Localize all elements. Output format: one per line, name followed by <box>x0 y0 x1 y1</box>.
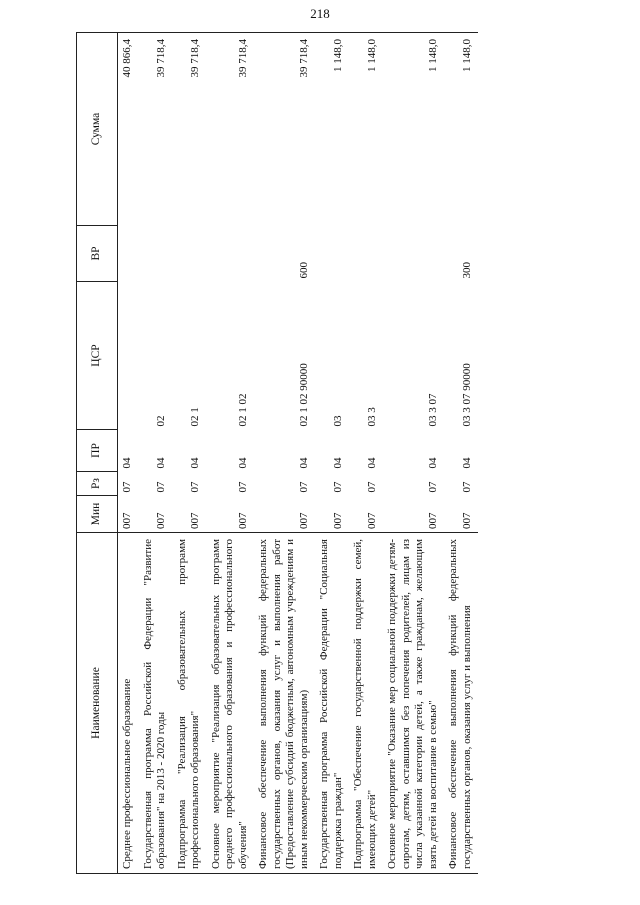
page-number: 218 <box>310 6 330 21</box>
row-rz: 07 <box>121 481 133 493</box>
row-min: 007 <box>331 512 344 529</box>
row-pr: 04 <box>121 457 133 469</box>
table-header-row <box>77 33 118 874</box>
header-min: Мин <box>77 496 118 533</box>
row-csr: 03 3 <box>365 407 378 427</box>
row-sum: 1 148,0 <box>315 33 349 226</box>
row-csr: 02 1 02 <box>236 393 249 427</box>
row-csr <box>118 282 139 430</box>
row-vr <box>173 226 207 282</box>
table-row <box>444 33 478 874</box>
row-rz: 07 <box>189 481 201 493</box>
row-rz: 07 <box>426 481 439 493</box>
table-row <box>383 33 444 874</box>
row-name: Финансовое обеспечение выполнения функций федеральных государственных органов, оказания услуг и выполнения работ (Предоставление субсидий бюджетным, автономным учреждениям и иным некоммерческим организациям) <box>254 533 315 874</box>
row-min: 007 <box>189 512 201 529</box>
table-row <box>349 33 383 874</box>
row-pr: 04 <box>297 457 310 469</box>
row-vr <box>207 226 255 282</box>
table-row <box>207 33 255 874</box>
header-pr: ПР <box>77 430 118 472</box>
row-vr <box>315 226 349 282</box>
row-sum: 40 866,4 <box>118 33 139 226</box>
row-name: Государственная программа Российской Федерации "Социальная поддержка граждан" <box>315 533 349 874</box>
row-csr: 03 3 07 <box>426 393 439 427</box>
row-pr: 04 <box>155 457 167 469</box>
row-min: 007 <box>426 512 439 529</box>
row-csr: 02 1 <box>189 407 201 427</box>
row-vr <box>349 226 383 282</box>
row-vr <box>118 226 139 282</box>
row-min: 007 <box>236 512 249 529</box>
table-row <box>139 33 173 874</box>
row-rz: 07 <box>297 481 310 493</box>
row-csr: 02 <box>155 415 167 427</box>
row-name: Среднее профессиональное образование <box>118 533 139 874</box>
row-sum: 39 718,4 <box>139 33 173 226</box>
row-min: 007 <box>460 512 473 529</box>
row-name: Государственная программа Российской Федерации "Развитие образования" на 2013 - 2020 годы <box>139 533 173 874</box>
header-vr: ВР <box>77 226 118 282</box>
row-sum: 39 718,4 <box>207 33 255 226</box>
row-vr <box>383 226 444 282</box>
header-name: Наименование <box>77 533 118 874</box>
table-row <box>315 33 349 874</box>
row-vr <box>139 226 173 282</box>
table-row <box>118 33 139 874</box>
row-csr: 02 1 02 90000 <box>297 363 310 427</box>
row-rz: 07 <box>155 481 167 493</box>
header-sum: Сумма <box>77 33 118 226</box>
row-csr: 03 3 07 90000 <box>460 363 473 427</box>
row-pr: 04 <box>331 457 344 469</box>
row-sum: 1 148,0 <box>349 33 383 226</box>
row-vr: 300 <box>460 262 473 279</box>
rotated-table-frame <box>76 33 596 874</box>
row-rz: 07 <box>331 481 344 493</box>
row-sum: 39 718,4 <box>173 33 207 226</box>
budget-table <box>76 32 478 874</box>
row-pr: 04 <box>365 457 378 469</box>
table-row <box>173 33 207 874</box>
row-name: Финансовое обеспечение выполнения функций федеральных государственных органов, оказания услуг и выполнения <box>444 533 478 874</box>
header-rz: Рз <box>77 472 118 496</box>
row-name: Подпрограмма "Реализация образовательных программ профессионального образования" <box>173 533 207 874</box>
row-pr: 04 <box>189 457 201 469</box>
row-min: 007 <box>297 512 310 529</box>
table-row <box>254 33 315 874</box>
row-pr: 04 <box>236 457 249 469</box>
row-pr: 04 <box>460 457 473 469</box>
row-name: Основное мероприятие "Оказание мер социальной поддержки детям-сиротам, детям, оставшимся без попечения родителей, лицам из числа указанной категории детей, а также гражданам, желающим взять детей на воспитание в семью" <box>383 533 444 874</box>
row-name: Основное мероприятие "Реализация образовательных программ среднего профессионального образования и профессионального обучения" <box>207 533 255 874</box>
row-sum: 1 148,0 <box>444 33 478 226</box>
row-name: Подпрограмма "Обеспечение государственной поддержки семей, имеющих детей" <box>349 533 383 874</box>
header-csr: ЦСР <box>77 282 118 430</box>
row-sum: 39 718,4 <box>254 33 315 226</box>
row-rz: 07 <box>365 481 378 493</box>
row-rz: 07 <box>236 481 249 493</box>
row-min: 007 <box>365 512 378 529</box>
row-min: 007 <box>155 512 167 529</box>
row-csr: 03 <box>331 415 344 427</box>
row-min: 007 <box>121 512 133 529</box>
row-sum: 1 148,0 <box>383 33 444 226</box>
row-pr: 04 <box>426 457 439 469</box>
row-vr: 600 <box>297 262 310 279</box>
row-rz: 07 <box>460 481 473 493</box>
